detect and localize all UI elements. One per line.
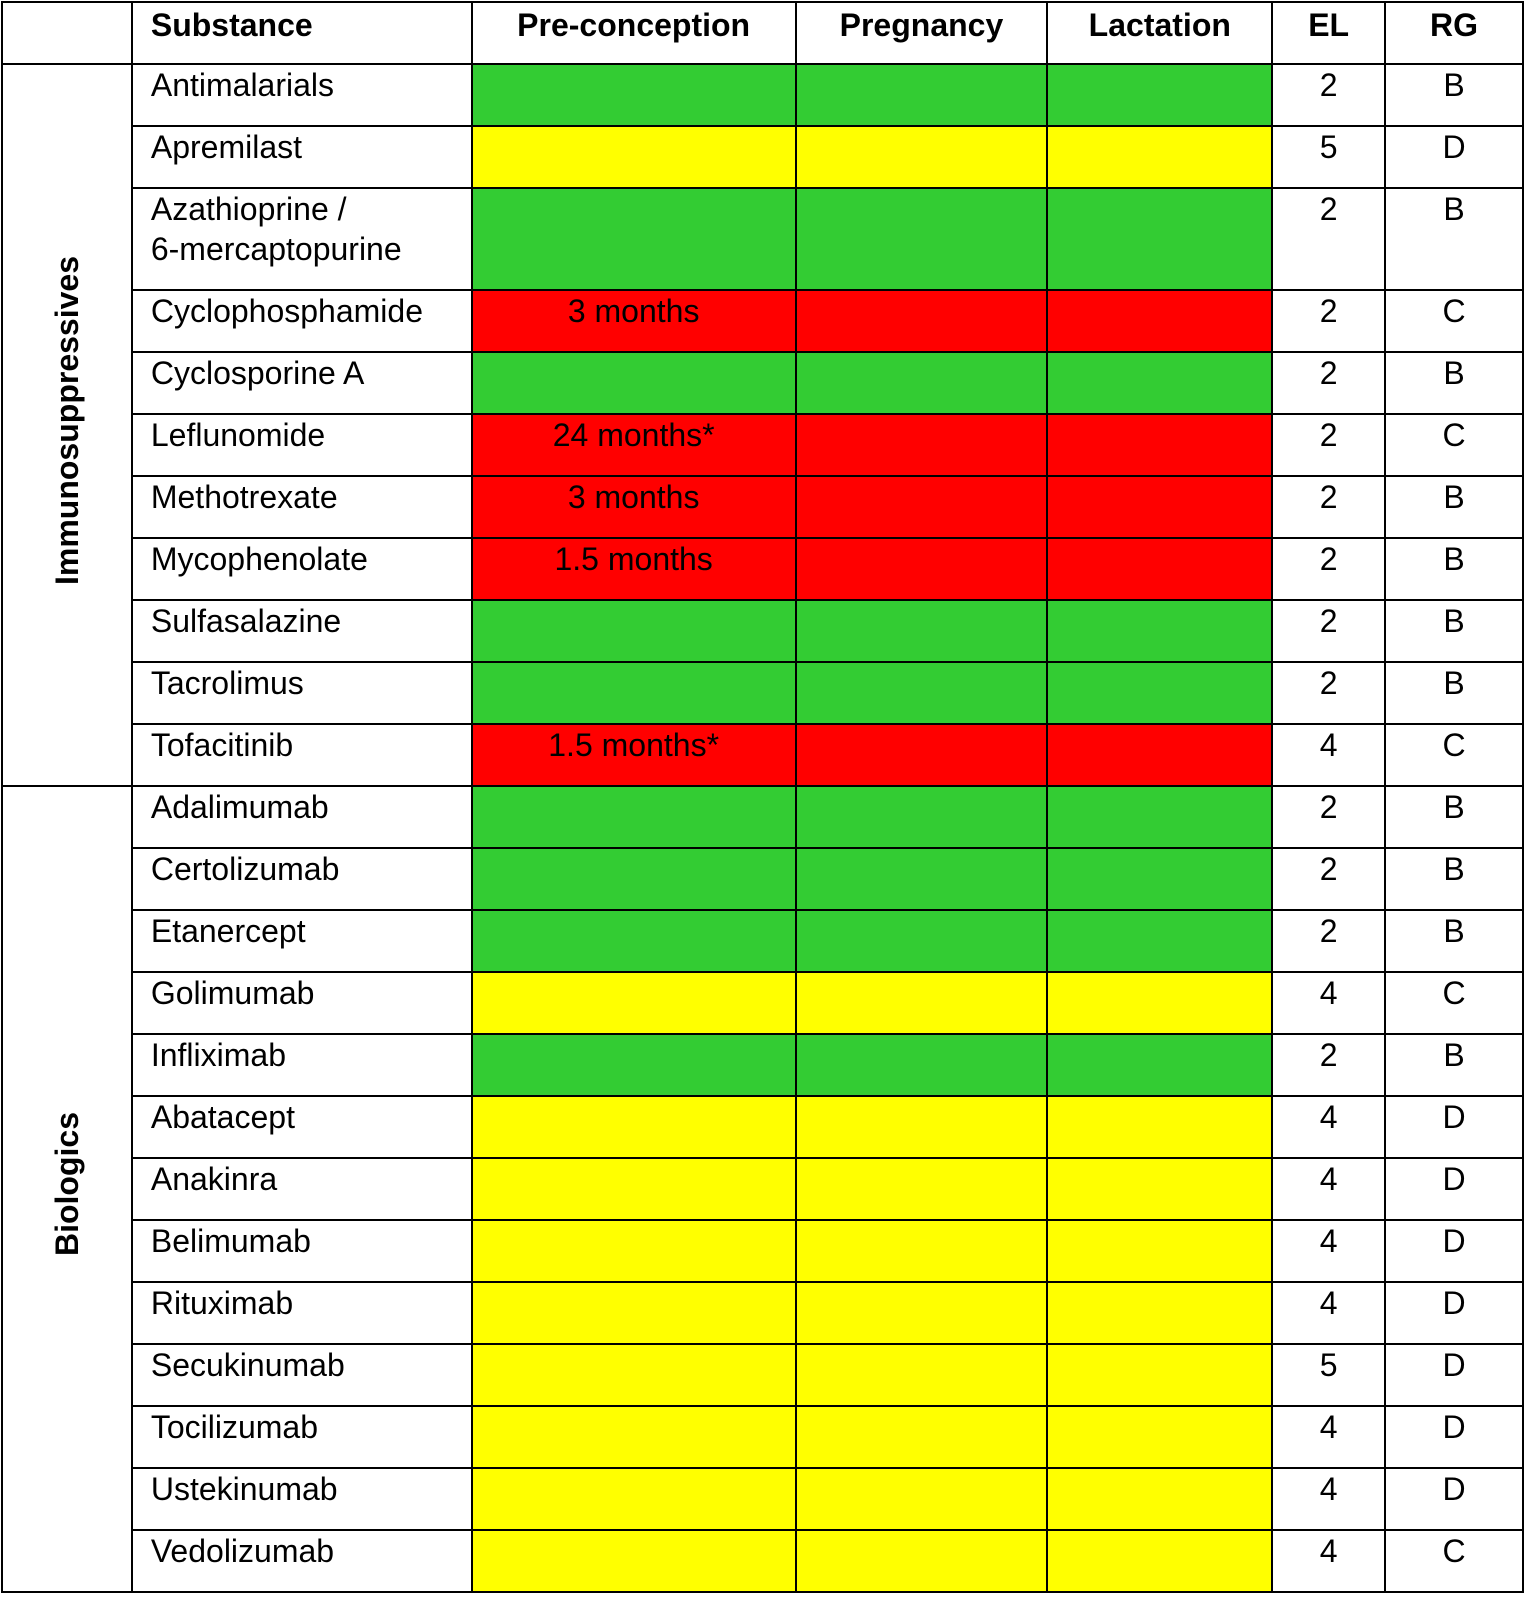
substance-cell bbox=[132, 724, 472, 786]
substance-name: 6-mercaptopurine bbox=[150, 231, 402, 267]
substance-name: Rituximab bbox=[150, 1285, 294, 1321]
substance-name: Certolizumab bbox=[150, 851, 340, 887]
header-row bbox=[2, 2, 1523, 64]
substance-name: Tacrolimus bbox=[150, 665, 304, 701]
lactation-status-cell bbox=[1047, 1344, 1272, 1406]
substance-cell bbox=[132, 1282, 472, 1344]
lactation-status-cell bbox=[1047, 1406, 1272, 1468]
table-row bbox=[2, 290, 1523, 352]
table-row bbox=[2, 1468, 1523, 1530]
table-row bbox=[2, 848, 1523, 910]
recommendation-grade-cell: B bbox=[1385, 64, 1523, 126]
recommendation-grade-cell: D bbox=[1385, 1158, 1523, 1220]
pregnancy-status-cell bbox=[796, 786, 1048, 848]
evidence-level-cell: 4 bbox=[1272, 1468, 1385, 1530]
substance-name: Sulfasalazine bbox=[150, 603, 342, 639]
substance-cell bbox=[132, 786, 472, 848]
lactation-status-cell bbox=[1047, 352, 1272, 414]
evidence-level-cell: 4 bbox=[1272, 1096, 1385, 1158]
lactation-status-cell bbox=[1047, 1034, 1272, 1096]
recommendation-grade-cell: C bbox=[1385, 290, 1523, 352]
lactation-status-cell bbox=[1047, 848, 1272, 910]
preconception-status-cell bbox=[472, 972, 796, 1034]
pregnancy-status-cell bbox=[796, 1096, 1048, 1158]
preconception-status-cell bbox=[472, 1344, 796, 1406]
group-label: Immunosuppressives bbox=[48, 256, 85, 585]
substance-cell bbox=[132, 1468, 472, 1530]
pregnancy-status-cell bbox=[796, 1034, 1048, 1096]
substance-name: Tocilizumab bbox=[150, 1409, 319, 1445]
pregnancy-status-cell bbox=[796, 724, 1048, 786]
header-group-corner bbox=[2, 2, 132, 64]
evidence-level-cell: 4 bbox=[1272, 724, 1385, 786]
preconception-status-cell bbox=[472, 1034, 796, 1096]
substance-cell bbox=[132, 476, 472, 538]
pregnancy-status-cell bbox=[796, 538, 1048, 600]
table-row bbox=[2, 1158, 1523, 1220]
pregnancy-status-cell bbox=[796, 848, 1048, 910]
substance-name: Secukinumab bbox=[150, 1347, 345, 1383]
lactation-status-cell bbox=[1047, 1282, 1272, 1344]
preconception-status-cell bbox=[472, 1530, 796, 1592]
preconception-status-cell bbox=[472, 126, 796, 188]
substance-name: Vedolizumab bbox=[150, 1533, 335, 1569]
substance-name: Tofacitinib bbox=[150, 727, 294, 763]
drug-safety-table bbox=[1, 1, 1524, 1593]
substance-name: Methotrexate bbox=[150, 479, 338, 515]
evidence-level-cell: 2 bbox=[1272, 352, 1385, 414]
preconception-status-cell bbox=[472, 414, 796, 476]
evidence-level-cell: 4 bbox=[1272, 1530, 1385, 1592]
table-row bbox=[2, 1096, 1523, 1158]
preconception-status-cell bbox=[472, 352, 796, 414]
substance-cell bbox=[132, 126, 472, 188]
lactation-status-cell bbox=[1047, 786, 1272, 848]
lactation-status-cell bbox=[1047, 414, 1272, 476]
evidence-level-cell: 4 bbox=[1272, 972, 1385, 1034]
preconception-status-cell bbox=[472, 910, 796, 972]
lactation-status-cell bbox=[1047, 662, 1272, 724]
pregnancy-status-cell bbox=[796, 1530, 1048, 1592]
table-row bbox=[2, 414, 1523, 476]
pregnancy-status-cell bbox=[796, 1406, 1048, 1468]
substance-cell bbox=[132, 662, 472, 724]
substance-cell bbox=[132, 972, 472, 1034]
table-row bbox=[2, 1282, 1523, 1344]
substance-name: Ustekinumab bbox=[150, 1471, 338, 1507]
evidence-level-cell: 2 bbox=[1272, 600, 1385, 662]
recommendation-grade-cell: B bbox=[1385, 662, 1523, 724]
lactation-status-cell bbox=[1047, 126, 1272, 188]
recommendation-grade-cell: D bbox=[1385, 1406, 1523, 1468]
group-label: Biologics bbox=[48, 1112, 85, 1257]
recommendation-grade-cell: C bbox=[1385, 1530, 1523, 1592]
substance-name: Belimumab bbox=[150, 1223, 311, 1259]
preconception-note: 3 months bbox=[567, 293, 700, 329]
recommendation-grade-cell: B bbox=[1385, 476, 1523, 538]
recommendation-grade-cell: D bbox=[1385, 1220, 1523, 1282]
lactation-status-cell bbox=[1047, 290, 1272, 352]
header-preconception: Pre-conception bbox=[472, 2, 796, 64]
evidence-level-cell: 5 bbox=[1272, 126, 1385, 188]
header-lactation: Lactation bbox=[1047, 2, 1272, 64]
substance-name: Cyclophosphamide bbox=[150, 293, 423, 329]
substance-name: Azathioprine / bbox=[150, 191, 347, 227]
recommendation-grade-cell: B bbox=[1385, 1034, 1523, 1096]
preconception-status-cell bbox=[472, 538, 796, 600]
table-row bbox=[2, 910, 1523, 972]
table-row bbox=[2, 188, 1523, 290]
table-row bbox=[2, 476, 1523, 538]
evidence-level-cell: 2 bbox=[1272, 1034, 1385, 1096]
table-row bbox=[2, 352, 1523, 414]
substance-name: Infliximab bbox=[150, 1037, 286, 1073]
preconception-status-cell bbox=[472, 1406, 796, 1468]
table-row bbox=[2, 972, 1523, 1034]
header-recommendation-grade: RG bbox=[1385, 2, 1523, 64]
table-row bbox=[2, 1406, 1523, 1468]
group-label-cell bbox=[2, 64, 132, 786]
substance-name: Adalimumab bbox=[150, 789, 329, 825]
substance-cell bbox=[132, 290, 472, 352]
recommendation-grade-cell: B bbox=[1385, 910, 1523, 972]
recommendation-grade-cell: B bbox=[1385, 188, 1523, 290]
substance-cell bbox=[132, 352, 472, 414]
table-row bbox=[2, 64, 1523, 126]
recommendation-grade-cell: B bbox=[1385, 848, 1523, 910]
lactation-status-cell bbox=[1047, 1468, 1272, 1530]
table-row bbox=[2, 538, 1523, 600]
lactation-status-cell bbox=[1047, 538, 1272, 600]
substance-cell bbox=[132, 1096, 472, 1158]
table-row bbox=[2, 1034, 1523, 1096]
recommendation-grade-cell: D bbox=[1385, 1096, 1523, 1158]
recommendation-grade-cell: D bbox=[1385, 126, 1523, 188]
recommendation-grade-cell: B bbox=[1385, 538, 1523, 600]
substance-name: Mycophenolate bbox=[150, 541, 368, 577]
preconception-note: 1.5 months bbox=[554, 541, 713, 577]
evidence-level-cell: 2 bbox=[1272, 848, 1385, 910]
substance-name: Abatacept bbox=[150, 1099, 295, 1135]
table-row bbox=[2, 786, 1523, 848]
substance-cell bbox=[132, 1220, 472, 1282]
pregnancy-status-cell bbox=[796, 1282, 1048, 1344]
pregnancy-status-cell bbox=[796, 910, 1048, 972]
preconception-status-cell bbox=[472, 662, 796, 724]
substance-name: Etanercept bbox=[150, 913, 306, 949]
table-row bbox=[2, 126, 1523, 188]
evidence-level-cell: 2 bbox=[1272, 786, 1385, 848]
table-row bbox=[2, 1344, 1523, 1406]
substance-cell bbox=[132, 188, 472, 290]
preconception-status-cell bbox=[472, 724, 796, 786]
evidence-level-cell: 2 bbox=[1272, 910, 1385, 972]
substance-cell bbox=[132, 1034, 472, 1096]
recommendation-grade-cell: D bbox=[1385, 1344, 1523, 1406]
substance-cell bbox=[132, 414, 472, 476]
evidence-level-cell: 2 bbox=[1272, 64, 1385, 126]
preconception-status-cell bbox=[472, 786, 796, 848]
pregnancy-status-cell bbox=[796, 600, 1048, 662]
table-row bbox=[2, 662, 1523, 724]
pregnancy-status-cell bbox=[796, 1158, 1048, 1220]
evidence-level-cell: 4 bbox=[1272, 1282, 1385, 1344]
substance-cell bbox=[132, 1406, 472, 1468]
recommendation-grade-cell: C bbox=[1385, 972, 1523, 1034]
evidence-level-cell: 5 bbox=[1272, 1344, 1385, 1406]
pregnancy-status-cell bbox=[796, 64, 1048, 126]
evidence-level-cell: 4 bbox=[1272, 1158, 1385, 1220]
lactation-status-cell bbox=[1047, 188, 1272, 290]
recommendation-grade-cell: B bbox=[1385, 600, 1523, 662]
substance-cell bbox=[132, 910, 472, 972]
lactation-status-cell bbox=[1047, 1158, 1272, 1220]
preconception-status-cell bbox=[472, 188, 796, 290]
preconception-status-cell bbox=[472, 1468, 796, 1530]
pregnancy-status-cell bbox=[796, 352, 1048, 414]
recommendation-grade-cell: C bbox=[1385, 724, 1523, 786]
recommendation-grade-cell: B bbox=[1385, 352, 1523, 414]
header-evidence-level: EL bbox=[1272, 2, 1385, 64]
lactation-status-cell bbox=[1047, 910, 1272, 972]
pregnancy-status-cell bbox=[796, 476, 1048, 538]
group-label-cell bbox=[2, 786, 132, 1592]
preconception-note: 1.5 months* bbox=[548, 727, 720, 763]
evidence-level-cell: 2 bbox=[1272, 188, 1385, 290]
pregnancy-status-cell bbox=[796, 972, 1048, 1034]
substance-name: Golimumab bbox=[150, 975, 315, 1011]
lactation-status-cell bbox=[1047, 1220, 1272, 1282]
preconception-status-cell bbox=[472, 64, 796, 126]
lactation-status-cell bbox=[1047, 600, 1272, 662]
table-row bbox=[2, 724, 1523, 786]
substance-name: Antimalarials bbox=[150, 67, 335, 103]
substance-name: Cyclosporine A bbox=[150, 355, 365, 391]
evidence-level-cell: 2 bbox=[1272, 476, 1385, 538]
substance-cell bbox=[132, 1530, 472, 1592]
substance-cell bbox=[132, 1158, 472, 1220]
evidence-level-cell: 4 bbox=[1272, 1220, 1385, 1282]
pregnancy-status-cell bbox=[796, 414, 1048, 476]
preconception-status-cell bbox=[472, 1220, 796, 1282]
pregnancy-status-cell bbox=[796, 1220, 1048, 1282]
pregnancy-status-cell bbox=[796, 290, 1048, 352]
lactation-status-cell bbox=[1047, 972, 1272, 1034]
recommendation-grade-cell: B bbox=[1385, 786, 1523, 848]
evidence-level-cell: 4 bbox=[1272, 1406, 1385, 1468]
preconception-note: 3 months bbox=[567, 479, 700, 515]
evidence-level-cell: 2 bbox=[1272, 662, 1385, 724]
substance-cell bbox=[132, 600, 472, 662]
preconception-status-cell bbox=[472, 600, 796, 662]
evidence-level-cell: 2 bbox=[1272, 414, 1385, 476]
evidence-level-cell: 2 bbox=[1272, 538, 1385, 600]
substance-cell bbox=[132, 538, 472, 600]
preconception-status-cell bbox=[472, 1282, 796, 1344]
table-row bbox=[2, 1220, 1523, 1282]
pregnancy-status-cell bbox=[796, 126, 1048, 188]
lactation-status-cell bbox=[1047, 476, 1272, 538]
substance-name: Apremilast bbox=[150, 129, 302, 165]
preconception-status-cell bbox=[472, 1096, 796, 1158]
preconception-note: 24 months* bbox=[552, 417, 715, 453]
substance-name: Leflunomide bbox=[150, 417, 326, 453]
preconception-status-cell bbox=[472, 476, 796, 538]
evidence-level-cell: 2 bbox=[1272, 290, 1385, 352]
header-substance: Substance bbox=[132, 2, 472, 64]
header-pregnancy: Pregnancy bbox=[796, 2, 1048, 64]
lactation-status-cell bbox=[1047, 64, 1272, 126]
preconception-status-cell bbox=[472, 290, 796, 352]
pregnancy-status-cell bbox=[796, 662, 1048, 724]
preconception-status-cell bbox=[472, 1158, 796, 1220]
substance-name: Anakinra bbox=[150, 1161, 278, 1197]
table-row bbox=[2, 600, 1523, 662]
lactation-status-cell bbox=[1047, 1096, 1272, 1158]
pregnancy-status-cell bbox=[796, 1344, 1048, 1406]
pregnancy-status-cell bbox=[796, 1468, 1048, 1530]
lactation-status-cell bbox=[1047, 724, 1272, 786]
recommendation-grade-cell: D bbox=[1385, 1282, 1523, 1344]
preconception-status-cell bbox=[472, 848, 796, 910]
substance-cell bbox=[132, 848, 472, 910]
table-row bbox=[2, 1530, 1523, 1592]
substance-cell bbox=[132, 64, 472, 126]
substance-cell bbox=[132, 1344, 472, 1406]
pregnancy-status-cell bbox=[796, 188, 1048, 290]
recommendation-grade-cell: D bbox=[1385, 1468, 1523, 1530]
lactation-status-cell bbox=[1047, 1530, 1272, 1592]
recommendation-grade-cell: C bbox=[1385, 414, 1523, 476]
